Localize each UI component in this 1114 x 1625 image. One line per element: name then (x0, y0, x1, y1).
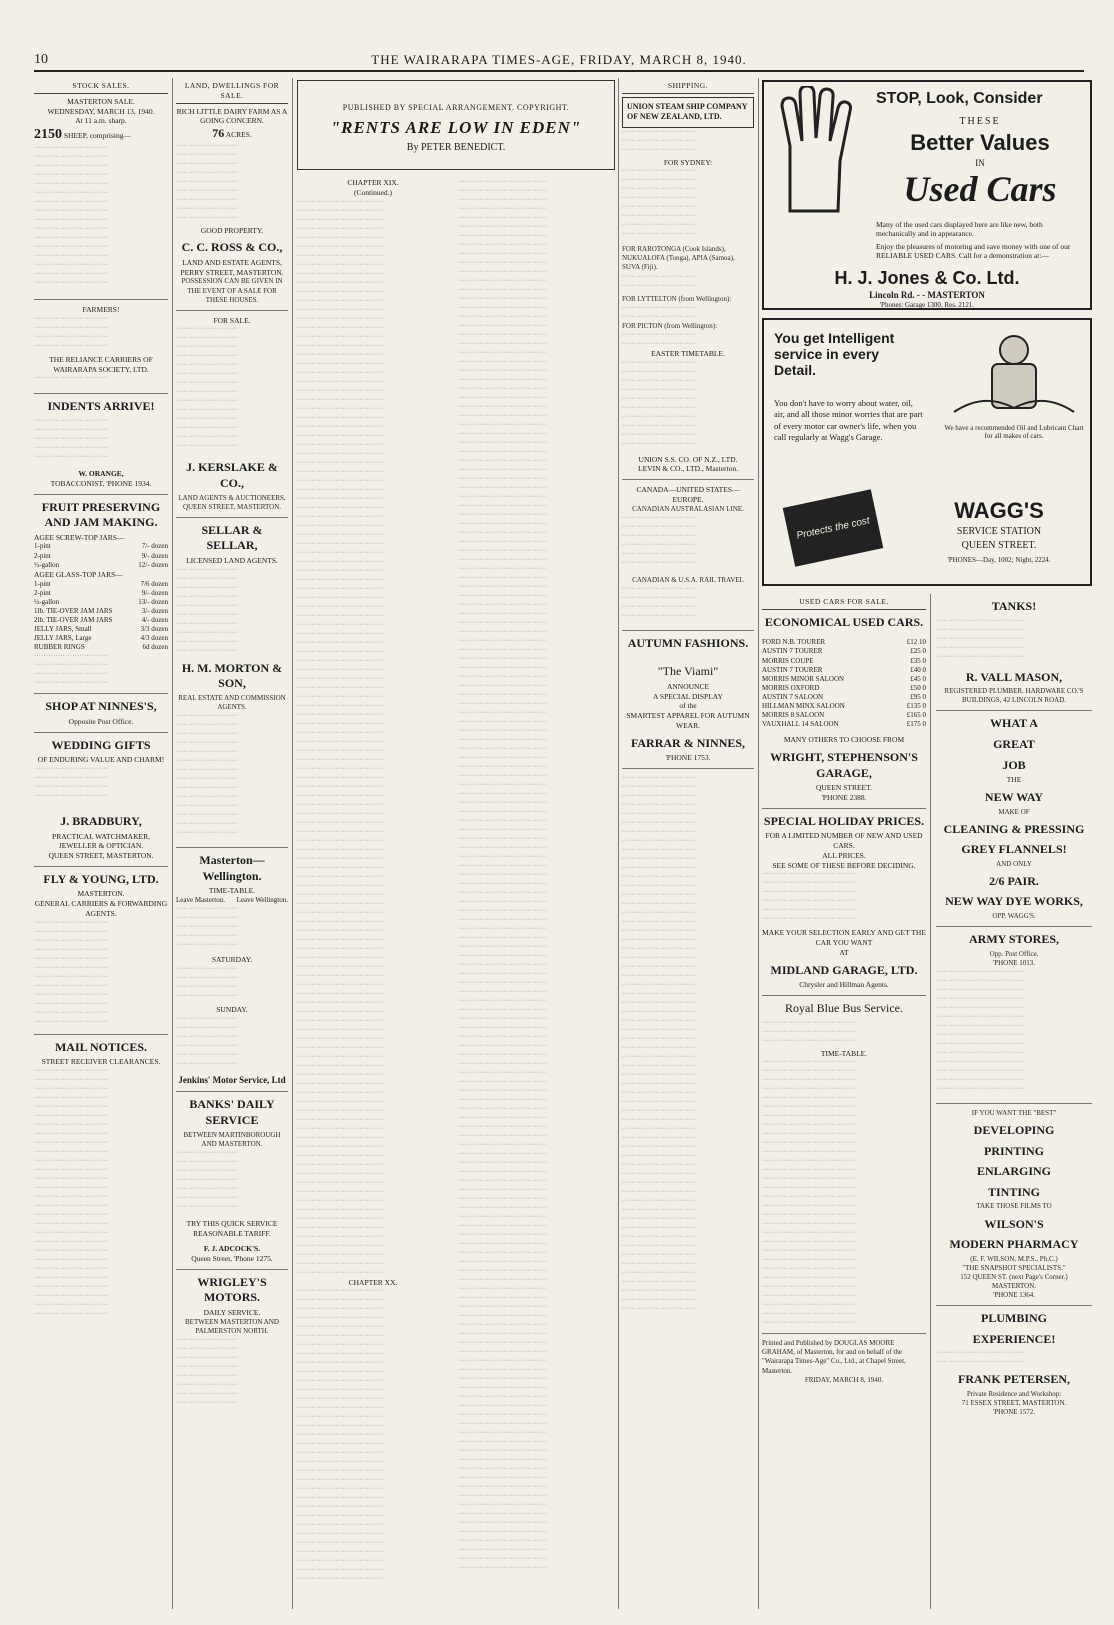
union-agent: UNION S.S. CO. OF N.Z., LTD. (638, 454, 738, 464)
farmers-heading: FARMERS! (82, 305, 120, 315)
holiday-heading: SPECIAL HOLIDAY PRICES. (763, 813, 925, 828)
sheep-count: 2150 (34, 127, 62, 142)
good-property: GOOD PROPERTY. (200, 225, 264, 235)
union-heading: UNION STEAM SHIP COMPANY OF NEW ZEALAND, LTD. (622, 97, 754, 128)
price-row (34, 598, 168, 607)
section-heading: STOCK SALES. (34, 80, 168, 94)
glass-top-list (34, 580, 168, 607)
army-heading: ARMY STORES, (968, 932, 1060, 947)
bradbury-sub: PRACTICAL WATCHMAKER, JEWELLER & OPTICIAN. (52, 831, 150, 851)
rarotonga-filler: ······························· ······························· (622, 273, 697, 289)
for-sale-filler: ·························· ·························· ·························· ·························· ·························· ·························· ·························· ·························· ·························· ·························· ·························· ·························· ·························· ·························· (176, 326, 239, 450)
wagg-advert (762, 318, 1092, 586)
canadian-line: CANADIAN AUSTRALASIAN LINE. (632, 504, 744, 513)
queen-st: 152 QUEEN ST. (next Page's Corner.) (960, 1272, 1068, 1281)
price-row-price: 13/- dozen (138, 597, 168, 606)
wellington-heading: Masterton—Wellington. (199, 853, 265, 883)
page-number: 10 (34, 52, 48, 67)
dairy-heading: RICH LITTLE DAIRY FARM AS A GOING CONCERN. (176, 106, 288, 126)
timetable-heading: TIME-TABLE. (208, 886, 256, 896)
these-label: THESE (959, 116, 1001, 127)
price: 2/6 PAIR. (989, 873, 1039, 888)
column-used-cars (762, 594, 926, 1609)
mail-heading: MAIL NOTICES. (54, 1039, 148, 1054)
fruit-heading: FRUIT PRESERVING AND JAM MAKING. (41, 499, 161, 530)
printing: PRINTING (983, 1143, 1044, 1158)
price-row (34, 616, 168, 625)
price-row-price: 4/- dozen (141, 615, 168, 624)
serial-text: ···································· ···································· ···································· ···································· ···································· ···································· ···································· ···································· ···································· ···································· ···································· ···································· ···································· ···································· ···································· ···································· ···································· ···································· ···································· ···································· ···································· ···································· ···································· ···································· ···································· ···································· ···································· ···································· ···································· ···································· ···································· ···································· ···································· ···································· ···································· ···································· ···································· ···································· ···································· ···································· ···································· ···································· ···································· ···································· ···································· ···································· ···································· ···································· ···································· ···································· ···································· ···································· ···································· ···································· ···································· ···································· ···································· ···································· ···································· ···································· ···································· ···································· ···································· ···································· ···································· ···································· ···································· ···································· ···································· ···································· ···································· ···································· ···································· ···································· ···································· ···································· ···································· ···································· ···································· ···································· ···································· ···································· ···································· ···································· ···································· ···································· ···································· ···································· ···································· ···································· ···································· ···································· ···································· ···································· ···································· ···································· ···································· ···································· ···································· ···································· ···································· ···································· ···································· ···································· ···································· ···································· ···································· ···································· ···································· ···································· ···································· ···································· ···································· ···································· ···································· ···································· ···································· ···································· ···································· ···································· (297, 198, 384, 1276)
wilson-phone: 'PHONE 1364. (992, 1291, 1036, 1300)
price-row-item: MORRIS 8 SALOON (762, 711, 825, 720)
for-sale-heading: FOR SALE. (213, 315, 251, 325)
imprint: Printed and Published by DOUGLAS MOORE GRAHAM, of Masterton, for and on behalf of the "Wairarapa Times-Age" Co., Ltd., at Chapel Street, Masterton. (762, 1339, 906, 1375)
acres-line (176, 126, 288, 142)
price-row-item: JELLY JARS, Small (34, 624, 92, 633)
price-row-item: MORRIS MINOR SALOON (762, 674, 845, 683)
kerslake-name: J. KERSLAKE & CO., (186, 460, 278, 491)
price-row-price: £50 0 (910, 683, 926, 692)
timetable-columns (176, 896, 288, 905)
sellar-sub: LICENSED LAND AGENTS. (186, 556, 278, 566)
price-row-price: £25 0 (910, 647, 926, 656)
orange-sub: TOBACCONIST, 'PHONE 1934. (50, 478, 152, 488)
tanks-filler: ····································· ····································· ····································· ····································· ····································· (936, 617, 1025, 660)
easter-heading: EASTER TIMETABLE. (651, 348, 725, 358)
price-row-item: JELLY JARS, Large (34, 634, 92, 643)
price-row-item: MORRIS OXFORD (762, 683, 820, 692)
sale-date: WEDNESDAY, MARCH 13, 1940. (47, 106, 155, 116)
serial-text-3: ····································· ····································· ····································· ····································· ····································· ····································· ····································· ····································· ····································· ····································· ····································· ····································· ····································· ····································· ····································· ····································· ····································· ····································· ····································· ····································· ····································· ····································· ····································· ····································· ····································· ····································· ····································· ····································· ····································· ····································· ····································· ····································· ····································· ····································· ····································· ····································· ····································· ····································· ····································· ····································· ····································· ····································· ····································· ····································· ····································· ····································· ····································· ····································· ····································· ····································· ····································· ····································· ····································· ····································· ····································· ····································· ····································· ····································· ····································· ····································· ····································· ····································· ····································· ····································· ····································· ····································· ····································· ····································· ····································· ····································· ····································· ····································· ····································· ····································· ····································· ····································· ····································· ····································· ····································· ····································· ····································· ····································· ····································· ····································· ····································· ····································· ····································· ····································· ····································· ····································· ····································· ····································· ····································· ····································· ····································· ····································· ····································· ····································· ····································· ····································· ····································· ····································· ····································· ····································· ····································· ····································· ····································· ····································· ····································· ····································· ····································· ····································· ····································· ····································· ····································· ····································· ····································· ····································· ····································· ····································· ····································· ····································· ····································· ····································· ····································· ····································· ····································· ····································· ····································· ····································· ····································· ····································· ····································· ····································· ····································· ····································· ····································· ····································· ····································· ····································· ····································· ····································· ····································· ····································· ····································· ····································· ····································· ····································· ····································· ····································· ····································· ····································· ····································· ····································· ····································· (458, 179, 547, 1571)
rail-filler: ······························· ······························· ······························· ······························· (622, 585, 697, 619)
price-row (762, 720, 926, 729)
frank-name: FRANK PETERSEN, (957, 1372, 1070, 1387)
holiday-filler: ······································· ······································· ······································· ······································· ······································· ······································· (762, 871, 856, 923)
orange-name: W. ORANGE, (78, 469, 124, 479)
price-row-price: 3/- dozen (141, 606, 168, 615)
ninnes-heading: SHOP AT NINNES'S, (45, 699, 157, 714)
and-only: AND ONLY (996, 859, 1032, 868)
price-row-price: £12 10 (906, 638, 926, 647)
sheep-label: SHEEP, comprising— (63, 131, 131, 140)
serial-byline: By PETER BENEDICT. (406, 142, 506, 153)
price-row-price: 9/- dozen (141, 551, 168, 560)
price-row-price: £175 0 (906, 720, 926, 729)
rarotonga-heading: FOR RAROTONGA (Cook Islands), NUKUALOFA (Tonga), APIA (Samoa), SUVA (Fiji). (622, 245, 735, 272)
imprint-date: FRIDAY, MARCH 8, 1940. (804, 1375, 884, 1384)
army-phone: 'PHONE 1013. (992, 958, 1036, 967)
jenkins-name: Jenkins' Motor Service, Ltd (178, 1074, 286, 1085)
used-cars-script: Used Cars (903, 169, 1057, 209)
price-row-item: AUSTIN 7 TOURER (762, 665, 823, 674)
sale-time: At 11 a.m. sharp. (75, 116, 127, 126)
wrigley-sub: DAILY SERVICE. (203, 1307, 261, 1317)
indents-heading: INDENTS ARRIVE! (47, 399, 155, 414)
price-row-item: ½-gallon (34, 560, 60, 569)
price-row (34, 542, 168, 551)
ross-name: C. C. ROSS & CO., (181, 240, 283, 255)
try-line: TRY THIS QUICK SERVICE REASONABLE TARIFF. (186, 1218, 278, 1238)
price-row-price: £95 0 (910, 692, 926, 701)
published-line: PUBLISHED BY SPECIAL ARRANGEMENT. COPYRIGHT. (342, 103, 570, 112)
fly-filler: ······························· ······························· ······························· ······························· ······························· ······························· ······························· ······························· ······························· ······························· ······························· ······························· (34, 919, 109, 1025)
morton-sub: REAL ESTATE AND COMMISSION AGENTS. (178, 693, 286, 712)
timetable-filler: ·························· ·························· ·························· ·························· ·························· (176, 906, 239, 949)
price-row-price: 9/- dozen (141, 588, 168, 597)
price-row-item: VAUXHALL 14 SALOON (762, 720, 839, 729)
stop-hand-icon (770, 86, 870, 216)
carriers-heading: THE RELIANCE CARRIERS OF WAIRARAPA SOCIETY, LTD. (49, 354, 153, 374)
price-row (34, 561, 168, 570)
make-selection: MAKE YOUR SELECTION EARLY AND GET THE CAR YOU WANT (762, 928, 926, 948)
frank-sub: Private Residence and Workshop: (966, 1389, 1062, 1398)
ross-sub: LAND AND ESTATE AGENTS, (182, 257, 282, 267)
price-row (762, 702, 926, 711)
ross-note: POSSESSION CAN BE GIVEN IN THE EVENT OF A SALE FOR THESE HOUSES. (181, 277, 283, 304)
price-row (34, 625, 168, 634)
price-row (34, 643, 168, 652)
column-shipping (622, 78, 754, 1609)
dye-works: NEW WAY DYE WORKS, (945, 894, 1083, 909)
protects-badge: Protects the cost (783, 489, 884, 566)
what-a: WHAT A (990, 716, 1038, 731)
enlarging: ENLARGING (976, 1164, 1051, 1179)
ninnes-sub: Opposite Post Office. (68, 716, 134, 726)
wagg-recommended: We have a recommended Oil and Lubricant Chart for all makes of cars. (944, 424, 1084, 440)
price-row-price: 12/- dozen (138, 560, 168, 569)
carriers-filler: ······························· (34, 375, 109, 382)
serial-column-right (458, 178, 614, 1609)
developing: DEVELOPING (973, 1123, 1055, 1138)
continued-note: (Continued.) (353, 187, 393, 197)
glass-top-heading: AGEE GLASS-TOP JARS— (34, 569, 123, 579)
union-filler: ······························· ······························· ······························· (622, 128, 697, 153)
price-row (34, 580, 168, 589)
price-row-price: £35 0 (910, 656, 926, 665)
farrar-phone: 'PHONE 1753. (665, 753, 711, 763)
tinting: TINTING (987, 1184, 1040, 1199)
economical-heading: ECONOMICAL USED CARS. (764, 614, 924, 629)
price-row-item: 1-pint (34, 542, 51, 551)
fly-line: GENERAL CARRIERS & FORWARDING AGENTS. (34, 899, 168, 918)
wagg-street: QUEEN STREET. (961, 540, 1037, 551)
jam-filler: ······························· ······························· ······························· ······························· (34, 653, 109, 687)
price-row (762, 693, 926, 702)
midland-name: MIDLAND GARAGE, LTD. (770, 962, 918, 977)
masthead (34, 50, 1084, 72)
jones-name: H. J. Jones & Co. Ltd. (834, 268, 1020, 288)
price-row (34, 634, 168, 643)
price-row (762, 647, 926, 656)
chapter-2-heading: CHAPTER XX. (348, 1277, 398, 1287)
midland-sub: Chrysler and Hillman Agents. (799, 980, 889, 990)
banks-heading: BANKS' DAILY SERVICE (189, 1097, 275, 1127)
sydney-filler: ······························· ······························· ······························· ······························· ······························· ······························· ······························· ······························· (622, 168, 697, 238)
sunday-heading: SUNDAY. (216, 1004, 248, 1014)
price-row (762, 684, 926, 693)
jones-addr: Lincoln Rd. - - MASTERTON (869, 290, 985, 300)
farrar-name: FARRAR & NINNES, (630, 735, 746, 750)
adcock-name: F. J. ADCOCK'S. (203, 1244, 261, 1254)
canada-filler: ······························· ······························· ······························· ······························· ······························· ······························· (622, 514, 697, 566)
price-row-price: £40 0 (910, 665, 926, 674)
royal-blue-heading: Royal Blue Bus Service. (785, 1000, 903, 1015)
dairy-filler: ·························· ·························· ·························· ·························· ·························· ·························· ·························· ·························· ·························· (176, 142, 239, 221)
morton-filler: ·························· ·························· ·························· ·························· ·························· ·························· ·························· ·························· ·························· ·························· ·························· ·························· ·························· ·························· (176, 713, 239, 837)
lyttelton-heading: FOR LYTTELTON (from Wellington): (622, 294, 732, 303)
price-row-item: HILLMAN MINX SALOON (762, 702, 845, 710)
column-stock-sales (34, 78, 168, 1609)
plumbing: PLUMBING (981, 1311, 1047, 1326)
sheep-line (34, 126, 168, 144)
sunday-filler: ·························· ·························· ·························· ·························· ·························· ·························· (176, 1015, 239, 1067)
sale-title: MASTERTON SALE. (67, 96, 135, 106)
saturday-heading: SATURDAY. (211, 955, 253, 965)
serial-overflow-text: ······························· ······························· ······························· ······························· ······························· ······························· ······························· ······························· ······························· ······························· ······························· ······························· ······························· ······························· ······························· ······························· ······························· ······························· ······························· ······························· ······························· ······························· ······························· ······························· ······························· ······························· ······························· ······························· ······························· ······························· ······························· ······························· ······························· ······························· ······························· ······························· ······························· ······························· ······························· ······························· ······························· ······························· ······························· ······························· ······························· ······························· ······························· ······························· ······························· ······························· ······························· ······························· ······························· ······························· ······························· ······························· ······························· ······························· ······························· ······························· (622, 774, 697, 1312)
price-row-item: 2lb. TIE-OVER JAM JARS (34, 615, 113, 624)
column-tanks (936, 594, 1092, 1609)
price-row-item: 1lb. TIE-OVER JAM JARS (34, 606, 113, 615)
smartest: SMARTEST APPAREL FOR AUTUMN WEAR. (626, 711, 750, 730)
make-of: MAKE OF (998, 807, 1030, 816)
column-rule (292, 78, 293, 1609)
sellar-name: SELLAR & SELLAR, (201, 522, 263, 553)
take-films: TAKE THOSE FILMS TO (976, 1202, 1052, 1211)
wrigley-filler: ·························· ·························· ·························· ·························· ·························· ·························· ·························· ·························· (176, 1336, 239, 1406)
many-others: MANY OTHERS TO CHOOSE FROM (783, 735, 905, 745)
serial-column-left (297, 178, 449, 1609)
wagg-body: You don't have to worry about water, oil, air, and all those minor worries that are part of every motor car owner's life, when you call regularly at Wagg's Garage. (774, 398, 923, 443)
price-row (762, 638, 926, 647)
price-row-price: 7/6 dozen (140, 579, 168, 588)
mail-sub: STREET RECEIVER CLEARANCES. (41, 1057, 161, 1067)
snapshot: "THE SNAPSHOT SPECIALISTS." (962, 1263, 1066, 1272)
price-row-item: 2-pint (34, 551, 51, 560)
price-row-item: ½-gallon (34, 597, 60, 606)
sellar-filler: ·························· ·························· ·························· ·························· ·························· ·························· ·························· ·························· ·························· ·························· (176, 566, 239, 654)
mail-filler: ······························· ······························· ······························· ······························· ······························· ······························· ······························· ······························· ······························· ······························· ······························· ······························· ······························· ······························· ······························· ······························· ······························· ······························· ······························· ······························· ······························· ······························· ······························· ······························· ······························· ······························· ······························· ······························· (34, 1067, 109, 1317)
sydney-heading: FOR SYDNEY: (663, 157, 713, 167)
jam-jar-list (34, 607, 168, 652)
section-heading: SHIPPING. (622, 80, 754, 94)
price-row (762, 711, 926, 720)
wedding-heading: WEDDING GIFTS (51, 737, 151, 752)
army-filler: ····································· ····································· ····································· ····································· ····································· ····································· ····································· ····································· ····································· ····································· ····································· ····································· ····································· ····································· (936, 968, 1025, 1092)
levin-agent: LEVIN & CO., LTD., Masterton. (638, 464, 738, 474)
the: THE (1006, 775, 1022, 785)
wright-sub: QUEEN STREET. (815, 783, 873, 793)
limited: FOR A LIMITED NUMBER OF NEW AND USED CARS. (765, 831, 923, 851)
saturday-filler: ·························· ·························· ·························· ·························· (176, 965, 239, 999)
plumbing-filler: ····································· ····································· (936, 1350, 1025, 1366)
pharmacy: MODERN PHARMACY (949, 1237, 1079, 1252)
price-row-price: £165 0 (906, 711, 926, 720)
price-row-price: £135 0 (906, 702, 926, 710)
serial-title-box (297, 80, 615, 170)
jones-advert (762, 80, 1092, 310)
autumn-heading: AUTUMN FASHIONS. (627, 635, 749, 650)
grey-flannels: GREY FLANNELS! (961, 842, 1067, 857)
bradbury-name: J. BRADBURY, (60, 813, 142, 828)
wrigley-heading: WRIGLEY'S MOTORS. (197, 1274, 267, 1305)
of-the: of the (679, 701, 697, 711)
wagg-service: SERVICE STATION (956, 526, 1042, 537)
ross-addr: PERRY STREET, MASTERTON. (180, 267, 284, 277)
tt-col-left: Leave Masterton. (176, 896, 225, 905)
indents-filler: ······························· ······························· ······························· ······························· ······························· (34, 418, 109, 461)
cleaning: CLEANING & PRESSING (943, 821, 1085, 836)
column-land-dwellings (176, 78, 288, 1609)
picton-heading: FOR PICTON (from Wellington): (622, 321, 718, 330)
price-row (762, 666, 926, 675)
at-label: AT (839, 947, 849, 957)
picton-filler: ······························· ······························· (622, 331, 697, 347)
column-rule (758, 78, 759, 1609)
column-rule (930, 594, 931, 1609)
price-row-price: 4/3 dozen (140, 634, 168, 643)
price-row-price: 3/3 dozen (140, 624, 168, 633)
mason-sub: REGISTERED PLUMBER. HARDWARE CO.'S BUILDINGS, 42 LINCOLN ROAD. (944, 687, 1084, 705)
royal-timetable-filler: ······································· ······································· ······································· ······································· ······································· ······································· ······································· ······································· ······································· ······································· ······································· ······································· ······································· ······································· ······································· ······································· ······································· ······································· ······································· ······································· ······································· ······································· ······································· ······································· ······································· ······································· ······································· ······································· ······································· ······································· (762, 1059, 856, 1327)
kerslake-sub: LAND AGENTS & AUCTIONEERS, QUEEN STREET, MASTERTON. (178, 493, 286, 511)
wrigley-line: BETWEEN MASTERTON AND PALMERSTON NORTH. (185, 1317, 279, 1335)
adcock-addr: Queen Street, 'Phone 1275. (191, 1254, 273, 1263)
price-row-item: 2-pint (34, 588, 51, 597)
serial-title: "RENTS ARE LOW IN EDEN" (330, 118, 582, 137)
bradbury-addr: QUEEN STREET, MASTERTON. (48, 851, 154, 861)
section-heading: USED CARS FOR SALE. (762, 596, 926, 610)
army-sub: Opp. Post Office. (989, 949, 1039, 958)
price-row-item: MORRIS COUPE (762, 656, 814, 665)
jones-phones: 'Phones: Garage 1300. Res. 2121. (879, 301, 975, 309)
price-row-price: £45 0 (910, 674, 926, 683)
acres-number: 76 (212, 126, 225, 140)
chapter-heading: CHAPTER XIX. (347, 178, 399, 187)
price-row (762, 675, 926, 684)
display: A SPECIAL DISPLAY (653, 691, 723, 701)
wright-phone: 'PHONE 2388. (821, 792, 867, 802)
price-row (34, 552, 168, 561)
price-row-item: FORD N.B. TOURER (762, 638, 826, 647)
wedding-filler: ······························· ······························· ······························· ······························· (34, 765, 109, 799)
column-rule (618, 78, 619, 1609)
canada-heading: CANADA—UNITED STATES—EUROPE. (636, 485, 740, 504)
frank-addr: 71 ESSEX STREET, MASTERTON. (961, 1399, 1067, 1408)
fly-sub: MASTERTON. (77, 889, 125, 899)
morton-name: H. M. MORTON & SON, (181, 660, 283, 691)
experience: EXPERIENCE! (972, 1331, 1056, 1346)
farmers-filler: ······························· ······························· ······························· ······························· (34, 315, 109, 349)
tanks-heading: TANKS! (991, 599, 1037, 613)
tt-col-right: Leave Wellington. (236, 896, 288, 905)
stock-list-filler: ······························· ······························· ······························· ······························· ······························· ······························· ······························· ······························· ······························· ······························· ······························· ······························· ······························· ······························· ······························· ······························· (34, 145, 109, 287)
in-label: IN (975, 158, 985, 168)
announce: ANNOUNCE (666, 681, 710, 691)
new-way: NEW WAY (984, 789, 1044, 804)
car-list (762, 638, 926, 729)
see-some: SEE SOME OF THESE BEFORE DECIDING. (772, 860, 916, 870)
wagg-phones: 'PHONES—Day, 1002; Night, 2224. (947, 556, 1051, 564)
section-heading: LAND, DWELLINGS FOR SALE. (176, 80, 288, 104)
better-values: Better Values (910, 130, 1050, 155)
royal-timetable: TIME-TABLE. (820, 1048, 868, 1058)
royal-filler: ······································· ······································· ······································· (762, 1019, 856, 1044)
banks-filler: ·························· ·························· ·························· ·························· ·························· ·························· ·························· (176, 1149, 239, 1210)
price-row-item: AUSTIN 7 TOURER (762, 647, 823, 656)
price-row-price: 7/- dozen (141, 542, 168, 551)
banks-sub: BETWEEN MARTINBOROUGH AND MASTERTON. (183, 1130, 281, 1148)
mason-name: R. VALL MASON, (965, 669, 1063, 684)
easter-filler: ······························· ······························· ······························· ······························· ······························· ······························· ······························· ······························· ······························· ······························· (622, 359, 697, 447)
price-row-item: RUBBER RINGS (34, 643, 85, 652)
price-row-item: 1-pint (34, 579, 51, 588)
wilson: WILSON'S (984, 1216, 1044, 1231)
job: JOB (1002, 757, 1026, 772)
acres-label: ACRES. (225, 130, 252, 139)
stop-headline: STOP, Look, Consider (876, 90, 1043, 107)
jones-enjoy: Enjoy the pleasures of motoring and save money with one of our RELIABLE USED CARS. Call for a demonstration at:— (876, 242, 1071, 260)
all-prices: ALL PRICES. (822, 850, 866, 860)
viami-name: "The Viami" (657, 664, 719, 679)
pharmacy-sub: (E. F. WILSON, M.P.S., Ph.C.) (970, 1254, 1058, 1263)
fly-heading: FLY & YOUNG, LTD. (43, 871, 159, 886)
divider (34, 299, 168, 300)
frank-phone: 'PHONE 1572. (992, 1408, 1036, 1417)
price-row-item: AUSTIN 7 SALOON (762, 692, 824, 701)
screw-top-list (34, 542, 168, 569)
great: GREAT (993, 736, 1035, 751)
wright-name: WRIGHT, STEPHENSON'S GARAGE, (770, 750, 918, 780)
lyttelton-filler: ······························· ······························· (622, 304, 697, 320)
best-line: IF YOU WANT THE "BEST" (971, 1108, 1057, 1117)
wedding-sub: OF ENDURING VALUE AND CHARM! (37, 755, 165, 765)
serial-text-2: ···································· ···································· ···································· ···································· ···································· ···································· ···································· ···································· ···································· ···································· ···································· ···································· ···································· ···································· ···································· ···································· ···································· ···································· ···································· ···································· ···································· ···································· ···································· ···································· ···································· ···································· ···································· ···································· ···································· ···································· ···································· ···································· ···································· (297, 1288, 384, 1583)
price-row-price: 6d dozen (142, 643, 168, 652)
masthead-title: THE WAIRARAPA TIMES-AGE, FRIDAY, MARCH 8, 1940. (371, 52, 747, 67)
price-row (34, 607, 168, 616)
jones-body: Many of the used cars displayed here are like new, both mechanically and in appearance. (876, 220, 1043, 238)
wilson-town: MASTERTON. (992, 1281, 1036, 1290)
price-row (762, 657, 926, 666)
screw-top-heading: AGEE SCREW-TOP JARS— (34, 532, 125, 542)
opp-waggs: OPP. WAGG'S. (992, 912, 1036, 921)
wagg-headline: You get Intelligent service in every Detail. (774, 330, 895, 378)
column-rule (172, 78, 173, 1609)
rail-line: CANADIAN & U.S.A. RAIL TRAVEL (632, 575, 744, 584)
price-row (34, 589, 168, 598)
wagg-name: WAGG'S (954, 498, 1044, 523)
service-attendant-icon (944, 328, 1084, 416)
